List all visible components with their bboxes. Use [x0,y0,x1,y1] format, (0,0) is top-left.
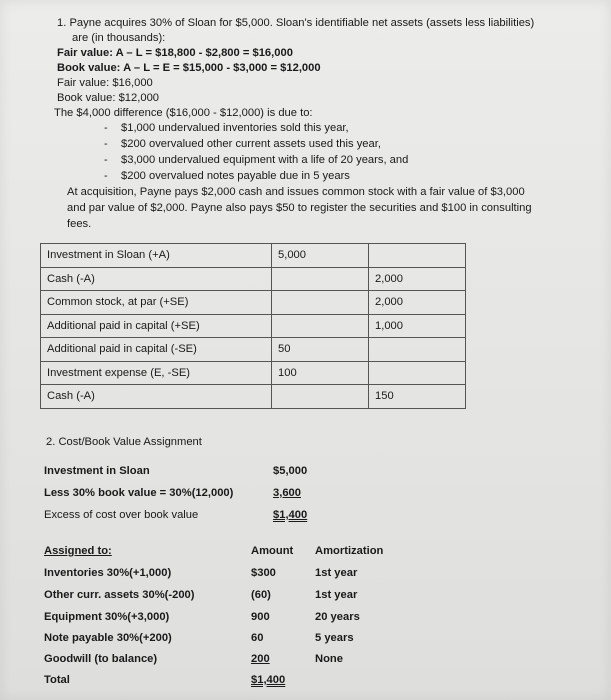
assignment-label: Other curr. assets 30%(-200) [44,589,195,601]
account-cell: Cash (-A) [41,267,272,291]
bullet-dash: - [104,170,108,182]
credit-cell [369,338,466,362]
table-row [41,244,466,268]
table-row [41,361,466,385]
assignment-amortization: None [315,653,343,665]
table-row [41,314,466,338]
less-book-value: 3,600 [273,487,301,499]
total-label: Total [44,674,70,686]
bullet-dash: - [104,154,108,166]
table-row [41,291,466,315]
excess-value: $1,400 [273,509,308,521]
amortization-header: Amortization [315,545,384,557]
problem1-line2: are (in thousands): [72,32,166,44]
credit-cell: 2,000 [369,267,466,291]
bullet-dash: - [104,122,108,134]
less-book-value-label: Less 30% book value = 30%(12,000) [44,487,234,499]
debit-cell [272,291,369,315]
fair-value: Fair value: $16,000 [57,77,153,89]
assignment-amortization: 1st year [315,589,358,601]
debit-cell [272,314,369,338]
account-cell: Additional paid in capital (-SE) [41,338,272,362]
book-value-equation: Book value: A – L = E = $15,000 - $3,000 = $12,000 [57,62,321,74]
assignment-label: Equipment 30%(+3,000) [44,611,170,623]
total-value: $1,400 [251,674,286,686]
credit-cell: 150 [369,385,466,409]
bullet-item: $3,000 undervalued equipment with a life of 20 years, and [121,154,409,166]
account-cell: Common stock, at par (+SE) [41,291,272,315]
acquisition-line3: fees. [67,218,92,230]
investment-label: Investment in Sloan [44,465,150,477]
excess-label: Excess of cost over book value [44,509,199,521]
assignment-amortization: 5 years [315,632,354,644]
bullet-item: $200 overvalued other current assets used this year, [121,138,381,150]
acquisition-line1: At acquisition, Payne pays $2,000 cash and issues common stock with a fair value of $3,000 [67,186,525,198]
assignment-amortization: 20 years [315,611,360,623]
assignment-amount: 60 [251,632,264,644]
account-cell: Investment in Sloan (+A) [41,244,272,268]
book-value: Book value: $12,000 [57,92,160,104]
debit-cell: 50 [272,338,369,362]
assignment-amount: (60) [251,589,271,601]
assignment-label: Note payable 30%(+200) [44,632,172,644]
investment-value: $5,000 [273,465,308,477]
amount-header: Amount [251,545,294,557]
debit-cell [272,385,369,409]
assignment-label: Inventories 30%(+1,000) [44,567,172,579]
bullet-item: $200 overvalued notes payable due in 5 years [121,170,350,182]
debit-cell [272,267,369,291]
table-row [41,385,466,409]
section-heading: 2. Cost/Book Value Assignment [46,436,202,448]
account-cell: Cash (-A) [41,385,272,409]
fair-value-equation: Fair value: A – L = $18,800 - $2,800 = $16,000 [57,47,293,59]
acquisition-line2: and par value of $2,000. Payne also pays $50 to register the securities and $100 in consulting [67,202,532,214]
credit-cell [369,361,466,385]
table-row [41,338,466,362]
credit-cell [369,244,466,268]
assignment-label: Goodwill (to balance) [44,653,158,665]
assignment-amount: $300 [251,567,276,579]
difference-line: The $4,000 difference ($16,000 - $12,000) is due to: [54,107,313,119]
journal-entry-table [40,243,466,409]
assignment-amount: 200 [251,653,270,665]
problem1-line1: 1. Payne acquires 30% of Sloan for $5,000. Sloan's identifiable net assets (assets less liabilities) [57,17,535,29]
credit-cell: 2,000 [369,291,466,315]
bullet-item: $1,000 undervalued inventories sold this year, [121,122,349,134]
debit-cell: 100 [272,361,369,385]
bullet-dash: - [104,138,108,150]
debit-cell: 5,000 [272,244,369,268]
credit-cell: 1,000 [369,314,466,338]
table-row [41,267,466,291]
assignment-amortization: 1st year [315,567,358,579]
assigned-to-heading: Assigned to: [44,545,112,557]
account-cell: Additional paid in capital (+SE) [41,314,272,338]
assignment-amount: 900 [251,611,270,623]
account-cell: Investment expense (E, -SE) [41,361,272,385]
